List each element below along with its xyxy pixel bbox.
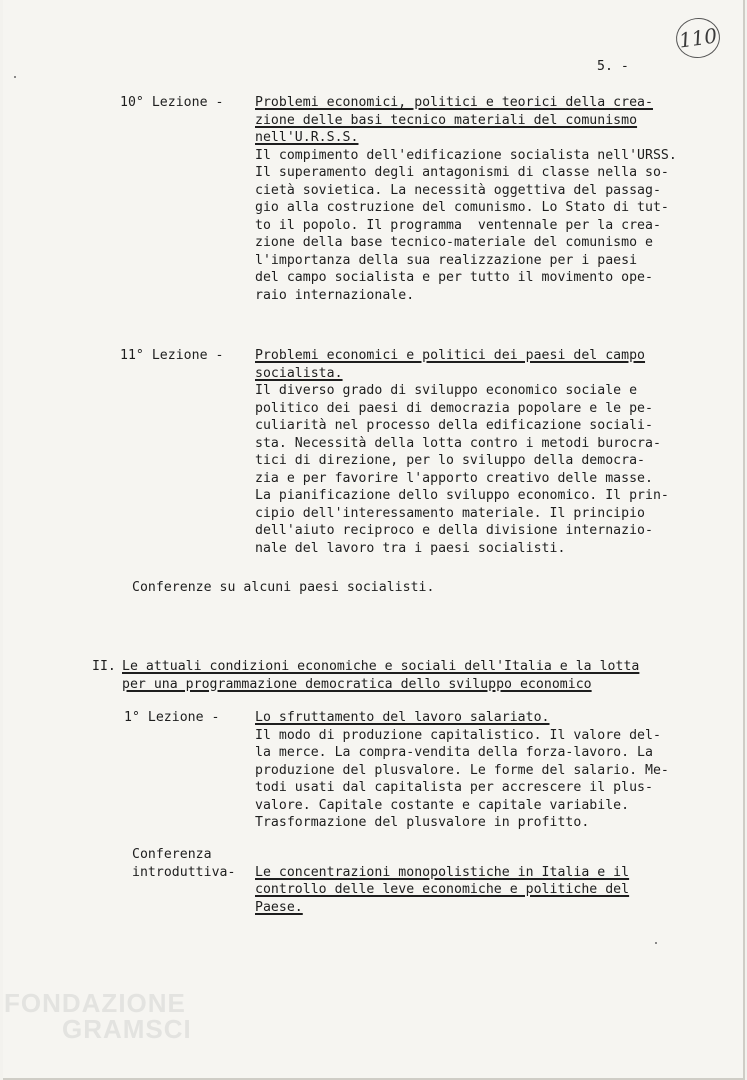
- lesson-10-body-line: zione della base tecnico-materiale del comunismo e: [255, 235, 653, 250]
- lesson-10-body-line: l'importanza della sua realizzazione per i paesi: [255, 252, 638, 268]
- lesson-1-body-line: produzione del plusvalore. Le forme del salario. Me-: [255, 762, 669, 778]
- lesson-10-body-line: gio alla costruzione del comunismo. Lo Stato di tut-: [255, 200, 669, 215]
- lesson-10-title-line: nell'U.R.S.S.: [255, 130, 359, 145]
- lesson-10-label: 10° Lezione -: [120, 95, 224, 110]
- archive-watermark: [4, 990, 204, 1042]
- intro-conference-title-line: Le concentrazioni monopolistiche in Italia e il: [255, 864, 630, 880]
- lesson-1-label: 1° Lezione -: [124, 710, 220, 725]
- section-2-title-line: Le attuali condizioni economiche e sociali dell'Italia e la lotta: [122, 659, 640, 674]
- section-2-numeral: II.: [92, 659, 116, 674]
- lesson-10-title-line: Problemi economici, politici e teorici della crea-: [255, 95, 653, 110]
- lesson-11-body-line: Il diverso grado di sviluppo economico sociale e: [255, 383, 638, 398]
- stamp-number: 110: [677, 23, 719, 53]
- ink-speck: [14, 76, 16, 78]
- lesson-1-body-line: Trasformazione del plusvalore in profitto.: [255, 815, 590, 830]
- intro-conference-label: Conferenza: [132, 847, 212, 862]
- lesson-11-body-line: cipio dell'interessamento materiale. Il principio: [255, 505, 646, 521]
- lesson-11-label: 11° Lezione -: [120, 348, 224, 363]
- lesson-1-title: Lo sfruttamento del lavoro salariato.: [255, 710, 550, 725]
- lesson-11-body-line: zia e per favorire l'apporto creativo delle masse.: [255, 470, 653, 486]
- lesson-10-body-line: to il popolo. Il programma ventennale per la crea-: [255, 217, 661, 233]
- lesson-11-title-line: socialista.: [255, 365, 343, 381]
- lesson-11-body-line: culiarità nel processo della edificazione sociali-: [255, 418, 653, 433]
- section-2-title-line: per una programmazione democratica dello sviluppo economico: [122, 676, 592, 692]
- watermark-line: GRAMSCI: [62, 1014, 192, 1044]
- lesson-1-body-line: valore. Capitale costante e capitale variabile.: [255, 797, 630, 813]
- lesson-11-body-line: sta. Necessità della lotta contro i metodi burocra-: [255, 435, 661, 451]
- lesson-1-body-line: todi usati dal capitalista per accrescere il plus-: [255, 780, 653, 795]
- intro-conference-title-line: Paese.: [255, 899, 303, 915]
- lesson-10-body-line: del campo socialista e per tutto il movimento ope-: [255, 270, 653, 285]
- intro-conference-title-line: controllo delle leve economiche e politiche del: [255, 882, 630, 897]
- lesson-11-body-line: politico dei paesi di democrazia popolare e le pe-: [255, 400, 653, 416]
- lesson-11-body-line: dell'aiuto reciproco e della divisione internazio-: [255, 523, 653, 538]
- conferences-note: Conferenze su alcuni paesi socialisti.: [132, 580, 435, 595]
- lesson-10-body-line: Il superamento degli antagonismi di classe nella so-: [255, 165, 669, 180]
- page-number: 5. -: [597, 59, 629, 74]
- lesson-10-body-line: cietà sovietica. La necessità oggettiva del passag-: [255, 182, 661, 198]
- ink-speck: [655, 942, 657, 944]
- lesson-10-body-line: Il compimento dell'edificazione socialista nell'URSS.: [255, 147, 677, 163]
- intro-conference-label: introduttiva-: [132, 864, 236, 880]
- watermark-line: FONDAZIONE: [4, 988, 186, 1018]
- lesson-10-body-line: raio internazionale.: [255, 287, 415, 303]
- lesson-11-body-line: nale del lavoro tra i paesi socialisti.: [255, 540, 566, 556]
- lesson-11-title-line: Problemi economici e politici dei paesi del campo: [255, 348, 646, 363]
- lesson-1-body-line: Il modo di produzione capitalistico. Il valore del-: [255, 727, 661, 743]
- lesson-11-body-line: tici di direzione, per lo sviluppo della democra-: [255, 453, 646, 468]
- lesson-11-body-line: La pianificazione dello sviluppo economico. Il prin-: [255, 488, 669, 503]
- lesson-1-body-line: la merce. La compra-vendita della forza-lavoro. La: [255, 745, 653, 760]
- lesson-10-title-line: zione delle basi tecnico materiali del comunismo: [255, 112, 638, 128]
